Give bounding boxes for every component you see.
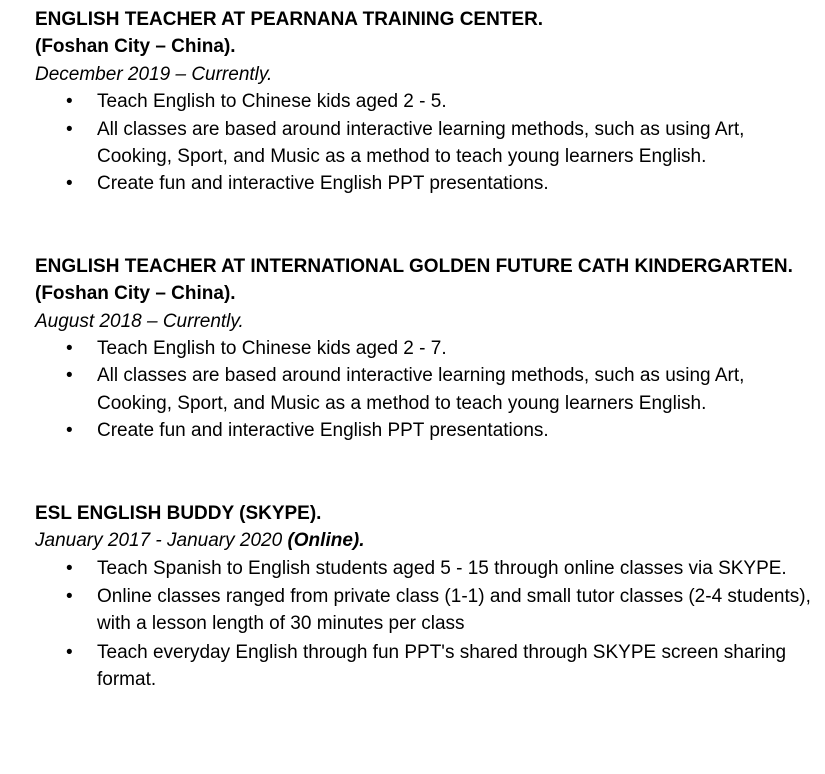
job-title: ENGLISH TEACHER AT PEARNANA TRAINING CENTER. — [35, 9, 544, 30]
list-item — [35, 362, 815, 417]
job-title: ESL ENGLISH BUDDY (SKYPE). — [35, 502, 322, 524]
job-location: (Foshan City – China). — [35, 36, 236, 58]
job-duties-list — [35, 88, 815, 198]
job-dates-range: January 2017 - January 2020 — [35, 530, 288, 552]
job-dates-mode: (Online). — [287, 530, 365, 552]
list-item — [35, 583, 815, 638]
job-location: (Foshan City – China). — [35, 283, 236, 305]
job-dates — [35, 527, 815, 554]
bullet-icon: • — [66, 365, 73, 387]
job-dates: December 2019 – Currently. — [35, 63, 273, 85]
bullet-icon: • — [66, 641, 73, 663]
job-duties-list — [35, 335, 815, 445]
duty-text: Teach English to Chinese kids aged 2 - 7. — [97, 338, 447, 360]
bullet-icon: • — [66, 118, 73, 140]
job-duties-list — [35, 555, 815, 694]
bullet-icon: • — [66, 338, 73, 360]
job-entry-golden-future — [35, 253, 815, 445]
duty-text: Teach everyday English through fun PPT's shared through SKYPE screen sharing format. — [97, 641, 787, 691]
list-item — [35, 170, 815, 197]
list-item — [35, 417, 815, 444]
list-item — [35, 335, 815, 362]
job-entry-esl-buddy — [35, 500, 815, 694]
list-item — [35, 555, 815, 582]
duty-text: Teach English to Chinese kids aged 2 - 5. — [97, 91, 447, 113]
list-item — [35, 116, 815, 171]
bullet-icon: • — [66, 557, 73, 579]
job-title: ENGLISH TEACHER AT INTERNATIONAL GOLDEN FUTURE CATH KINDERGARTEN. — [35, 255, 793, 277]
list-item — [35, 639, 815, 694]
duty-text: Online classes ranged from private class (1-1) and small tutor classes (2-4 students), with a lesson length of 30 minutes per class — [97, 585, 811, 635]
list-item — [35, 88, 815, 115]
duty-text: All classes are based around interactive learning methods, such as using Art, Cooking, Sport, and Music as a method to teach young learners English. — [97, 118, 745, 168]
duty-text: Create fun and interactive English PPT presentations. — [97, 420, 549, 442]
bullet-icon: • — [66, 173, 73, 195]
job-entry-pearnana — [35, 6, 815, 198]
bullet-icon: • — [66, 420, 73, 442]
bullet-icon: • — [66, 585, 73, 607]
bullet-icon: • — [66, 91, 73, 113]
duty-text: Teach Spanish to English students aged 5 - 15 through online classes via SKYPE. — [97, 557, 787, 579]
resume-experience-section — [35, 6, 815, 694]
job-dates: August 2018 – Currently. — [35, 310, 244, 332]
duty-text: Create fun and interactive English PPT presentations. — [97, 173, 549, 195]
duty-text: All classes are based around interactive learning methods, such as using Art, Cooking, Sport, and Music as a method to teach young learners English. — [97, 365, 745, 414]
